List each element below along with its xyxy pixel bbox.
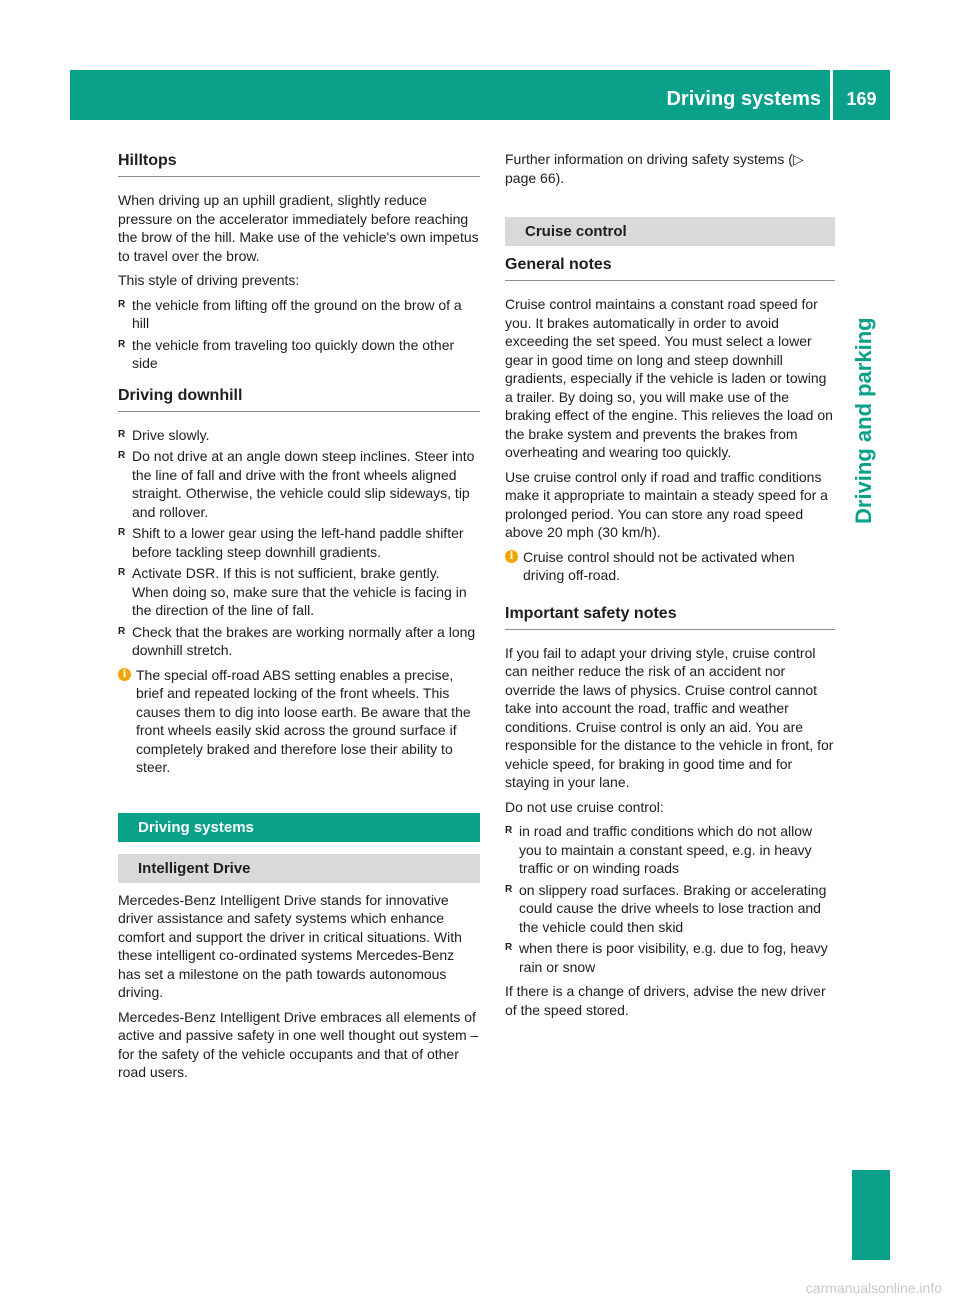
paragraph: Use cruise control only if road and traffic conditions make it appropriate to maintain a steady speed for a prolonged period. You can store any road speed above 20 mph (30 km/h). <box>505 468 828 540</box>
paragraph: Cruise control maintains a constant road speed for you. It brakes automatically in order to avoid exceeding the set speed. You must select a lower gear in good time on long and steep downhill gradients, especially if the vehicle is laden or towing a trailer. By doing so, you will make use of the braking effect of the engine. This relieves the load on the brake system and prevents the brakes from overheating and wearing too quickly. <box>505 296 833 460</box>
bullet-icon: R <box>118 527 126 538</box>
bullet-list <box>118 296 480 373</box>
right-column <box>505 150 835 1025</box>
list-item: R the vehicle from traveling too quickly down the other side <box>118 336 455 371</box>
section-band-driving-systems: Driving systems <box>118 813 480 842</box>
info-note: i Cruise control should not be activated when driving off-road. <box>505 548 835 585</box>
list-item: R Activate DSR. If this is not sufficient, brake gently. When doing so, make sure that the vehicle is facing in the direction of the line of fall. <box>118 565 467 618</box>
info-icon: i <box>118 668 131 681</box>
watermark: carmanualsonline.info <box>805 1280 942 1296</box>
section-band-cruise-control: Cruise control <box>505 217 835 246</box>
paragraph: If there is a change of drivers, advise the new driver of the speed stored. <box>505 983 826 1018</box>
paragraph: This style of driving prevents: <box>118 272 300 288</box>
list-item: R Shift to a lower gear using the left-hand paddle shifter before tackling steep downhill gradients. <box>118 525 464 560</box>
cross-reference: Further information on driving safety systems (▷ page 66). <box>505 151 804 186</box>
paragraph: Do not use cruise control: <box>505 798 664 815</box>
paragraph: When driving up an uphill gradient, slightly reduce pressure on the accelerator immediately before reaching the brow of the hill. Make use of the vehicle's own impetus to travel over the brow. <box>118 192 479 264</box>
header-title: Driving systems <box>666 88 821 110</box>
bullet-icon: R <box>118 567 126 578</box>
paragraph: Mercedes-Benz Intelligent Drive stands for innovative driver assistance and safety systems which enhance comfort and support the driver in critical situations. With these intelligent co-ordinated systems Mercedes-Benz has set a milestone on the path towards autonomous driving. <box>118 891 462 1000</box>
side-tab-label: Driving and parking <box>851 317 876 524</box>
bullet-icon: R <box>505 942 513 953</box>
heading-hilltops: Hilltops <box>118 150 480 177</box>
section-band-intelligent-drive: Intelligent Drive <box>118 854 480 883</box>
list-item: R the vehicle from lifting off the ground on the brow of a hill <box>118 296 462 331</box>
paragraph: If you fail to adapt your driving style, cruise control can neither reduce the risk of an accident nor override the laws of physics. Cruise control cannot take into account the road, traffic and weather conditions. Cruise control is only an aid. You are responsible for the distance to the vehicle in front, for vehicle speed, for braking in good time and for staying in your lane. <box>505 644 834 790</box>
bullet-list <box>118 426 480 660</box>
page-header <box>70 70 890 120</box>
bullet-icon: R <box>505 825 513 836</box>
bullet-icon: R <box>118 625 126 637</box>
bullet-icon: R <box>118 428 126 440</box>
left-column <box>118 150 480 1088</box>
info-note: i The special off-road ABS setting enables a precise, brief and repeated locking of the front wheels. This causes them to dig into loose earth. Be aware that the front wheels easily skid across the ground surface if completely braked and therefore lose their ability to steer. <box>118 666 480 777</box>
bullet-icon: R <box>505 883 513 895</box>
heading-important-safety-notes: Important safety notes <box>505 603 835 630</box>
list-item: R Check that the brakes are working normally after a long downhill stretch. <box>118 623 476 658</box>
info-icon: i <box>505 550 518 563</box>
side-tab-marker <box>852 1170 890 1260</box>
heading-driving-downhill: Driving downhill <box>118 385 480 412</box>
list-item: R Drive slowly. <box>118 426 210 443</box>
list-item: R in road and traffic conditions which do not allow you to maintain a constant speed, e.g. in heavy traffic or on winding roads <box>505 823 813 876</box>
bullet-icon: R <box>118 338 126 350</box>
list-item: R when there is poor visibility, e.g. due to fog, heavy rain or snow <box>505 940 828 975</box>
list-item: R Do not drive at an angle down steep inclines. Steer into the line of fall and drive with the front wheels aligned straight. Otherwise, the vehicle could slip sideways, tip and rollover. <box>118 448 475 520</box>
bullet-icon: R <box>118 450 126 461</box>
list-item: R on slippery road surfaces. Braking or accelerating could cause the drive wheels to lose traction and the vehicle could then skid <box>505 881 827 935</box>
paragraph: Mercedes-Benz Intelligent Drive embraces all elements of active and passive safety in one well thought out system – for the safety of the vehicle occupants and that of other road users. <box>118 1008 479 1080</box>
bullet-icon: R <box>118 298 126 310</box>
bullet-list <box>505 822 835 976</box>
heading-general-notes: General notes <box>505 254 835 281</box>
page-number: 169 <box>846 89 877 109</box>
